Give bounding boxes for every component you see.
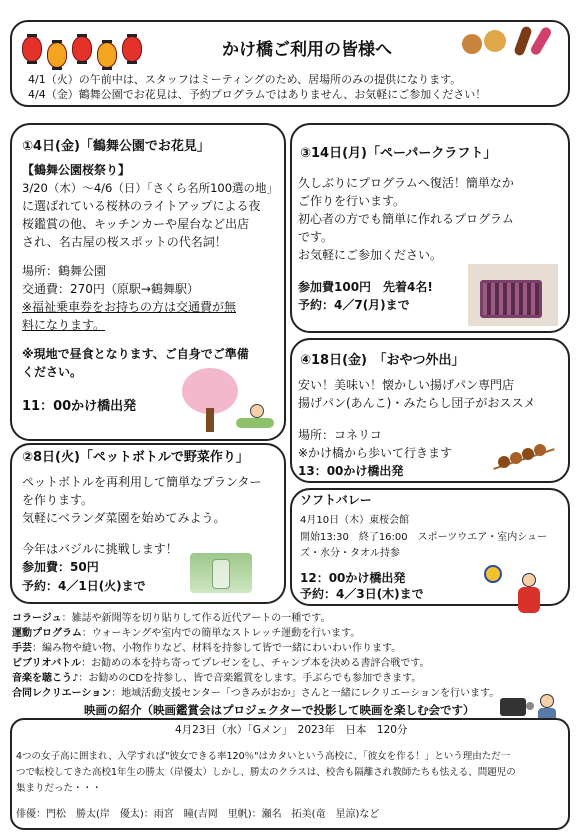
event4-place: 場所：コネリコ bbox=[298, 428, 382, 442]
event1-place: 場所：鶴舞公園 bbox=[22, 264, 107, 278]
event1-desc-3: 桜鑑賞の他、キッチンカーや屋台など出店 bbox=[22, 217, 250, 231]
movie-cast: 俳優：門松 勝太(岸 優太)：雨宮 瞳(吉岡 里帆)：瀬名 拓美(竜 星涼)など bbox=[16, 809, 380, 820]
person-icon bbox=[236, 400, 276, 430]
event5-line-2: 開始13:30 終了16:00 スポーツウエア・室内シュー bbox=[300, 532, 548, 543]
event2-desc-3: 気軽にベランダ菜園を始めてみよう。 bbox=[22, 511, 226, 525]
event2-fee: 参加費：50円 bbox=[22, 560, 99, 574]
event4-desc-1: 安い！美味い！懐かしい揚げパン専門店 bbox=[298, 378, 515, 392]
event1-note-1: ※福祉乗車券をお持ちの方は交通費が無 bbox=[22, 300, 237, 314]
movie-heading: 映画の紹介（映画鑑賞会はプロジェクターで投影して映画を楽しむ会です） bbox=[84, 703, 475, 717]
event4-depart: 13：00かけ橋出発 bbox=[298, 464, 404, 478]
event2-reserve: 予約：4／1日(火)まで bbox=[22, 579, 146, 593]
event5-title: ソフトバレー bbox=[300, 493, 372, 507]
event3-desc-2: ご作りを行います。 bbox=[298, 194, 406, 208]
event1-desc-4: され、名古屋の桜スポットの代名詞！ bbox=[22, 235, 227, 249]
event3-reserve: 予約：4／7(月)まで bbox=[298, 298, 410, 312]
event3-fee: 参加費100円 先着4名! bbox=[298, 280, 433, 294]
movie-info: 4月23日（水）「Gメン」 2023年 日本 120分 bbox=[175, 724, 408, 736]
movie-synopsis-1: 4つの女子高に囲まれ、入学すれば"彼女できる率120％"はカタいという高校に、「彼女を作る！」という理由ただ一 bbox=[16, 751, 511, 762]
event2-title: ②8日(火)「ペットボトルで野菜作り」 bbox=[22, 450, 249, 465]
movie-synopsis-2: つで転校してきた高校1年生の勝太（岸優太）しかし、勝太のクラスは、校舎も隔離され教師たちも怯える、問題児の bbox=[16, 767, 516, 778]
dango-icon bbox=[492, 440, 556, 480]
event1-lunch-2: ください。 bbox=[22, 365, 83, 379]
event3-desc-5: お気軽にご参加ください。 bbox=[298, 248, 443, 262]
event5-line-3: ズ・水分・タオル持参 bbox=[300, 548, 400, 559]
glossary-item: 運動プログラム：ウォーキングや室内での簡単なストレッチ運動を行います。 bbox=[12, 628, 361, 639]
glossary-list bbox=[12, 611, 532, 701]
event1-lunch-1: ※現地で昼食となります、ご自身でご準備 bbox=[22, 347, 249, 361]
event1-desc-1: 3/20（木）～4/6（日）「さくら名所100選の地」 bbox=[22, 181, 279, 195]
event1-subtitle: 【鶴舞公園桜祭り】 bbox=[22, 163, 131, 177]
event2-desc-1: ペットボトルを再利用して簡単なプランター bbox=[22, 475, 262, 489]
glossary-item: 合同レクリエーション：地域活動支援センター「つきみがおか」さんと一緒にレクリエーションを行います。 bbox=[12, 688, 500, 699]
event4-desc-2: 揚げパン(あんこ)・みたらし団子がおススメ bbox=[298, 396, 536, 410]
event1-depart: 11：00かけ橋出発 bbox=[22, 399, 137, 414]
glossary-item: 音楽を聴こう♪：お勧めのCDを持参し、皆で音楽鑑賞をします。手ぶらでも参加できます。 bbox=[12, 673, 422, 684]
notice-line-2: 4/4（金）鶴舞公園でお花見は、予約プログラムではありません、お気軽にご参加ください！ bbox=[28, 88, 487, 101]
event3-title: ③14日(月)「ペーパークラフト」 bbox=[300, 146, 497, 161]
event1-note-2: 料になります。 bbox=[22, 318, 106, 332]
movie-synopsis-3: 集まりだった・・・ bbox=[16, 783, 102, 794]
event2-desc-4: 今年はバジルに挑戦します！ bbox=[22, 542, 178, 556]
event2-desc-2: を作ります。 bbox=[22, 493, 94, 507]
event3-desc-4: です。 bbox=[298, 230, 334, 244]
event4-note: ※かけ橋から歩いて行きます bbox=[298, 446, 453, 460]
glossary-item: ビブリオバトル：お勧めの本を持ち寄ってプレゼンをし、チャンプ本を決める書評合戦です。 bbox=[12, 658, 430, 669]
bottle-planter-icon bbox=[190, 553, 252, 593]
event1-fare: 交通費：270円（原駅→鶴舞駅） bbox=[22, 282, 199, 296]
event1-title: ①4日(金)「鶴舞公園でお花見」 bbox=[22, 139, 210, 154]
event4-title: ④18日(金) 「おやつ外出」 bbox=[300, 353, 465, 368]
glossary-item: コラージュ：雑誌や新聞等を切り貼りして作る近代アートの一種です。 bbox=[12, 613, 331, 624]
event1-desc-2: に選ばれている桜林のライトアップによる夜 bbox=[22, 199, 261, 213]
event5-line-1: 4月10日（木）東桜会館 bbox=[300, 515, 410, 526]
sweets-icon bbox=[462, 30, 562, 60]
sakura-tree-icon bbox=[182, 368, 242, 432]
event3-desc-3: 初心者の方でも簡単に作れるプログラム bbox=[298, 212, 514, 226]
event3-desc-1: 久しぶりにプログラムへ復活！簡単なか bbox=[298, 176, 514, 190]
glossary-item: 手芸：編み物や縫い物、小物作りなど、材料を持参して皆で一緒にわいわい作ります。 bbox=[12, 643, 402, 654]
event5-depart: 12：00かけ橋出発 bbox=[300, 571, 406, 585]
event5-reserve: 予約：4／3日(木)まで bbox=[300, 587, 424, 601]
paper-basket-icon bbox=[468, 264, 558, 326]
page-title: かけ橋ご利用の皆様へ bbox=[222, 40, 392, 60]
notice-line-1: 4/1（火）の午前中は、スタッフはミーティングのため、居場所のみの提供になります。 bbox=[28, 73, 462, 86]
